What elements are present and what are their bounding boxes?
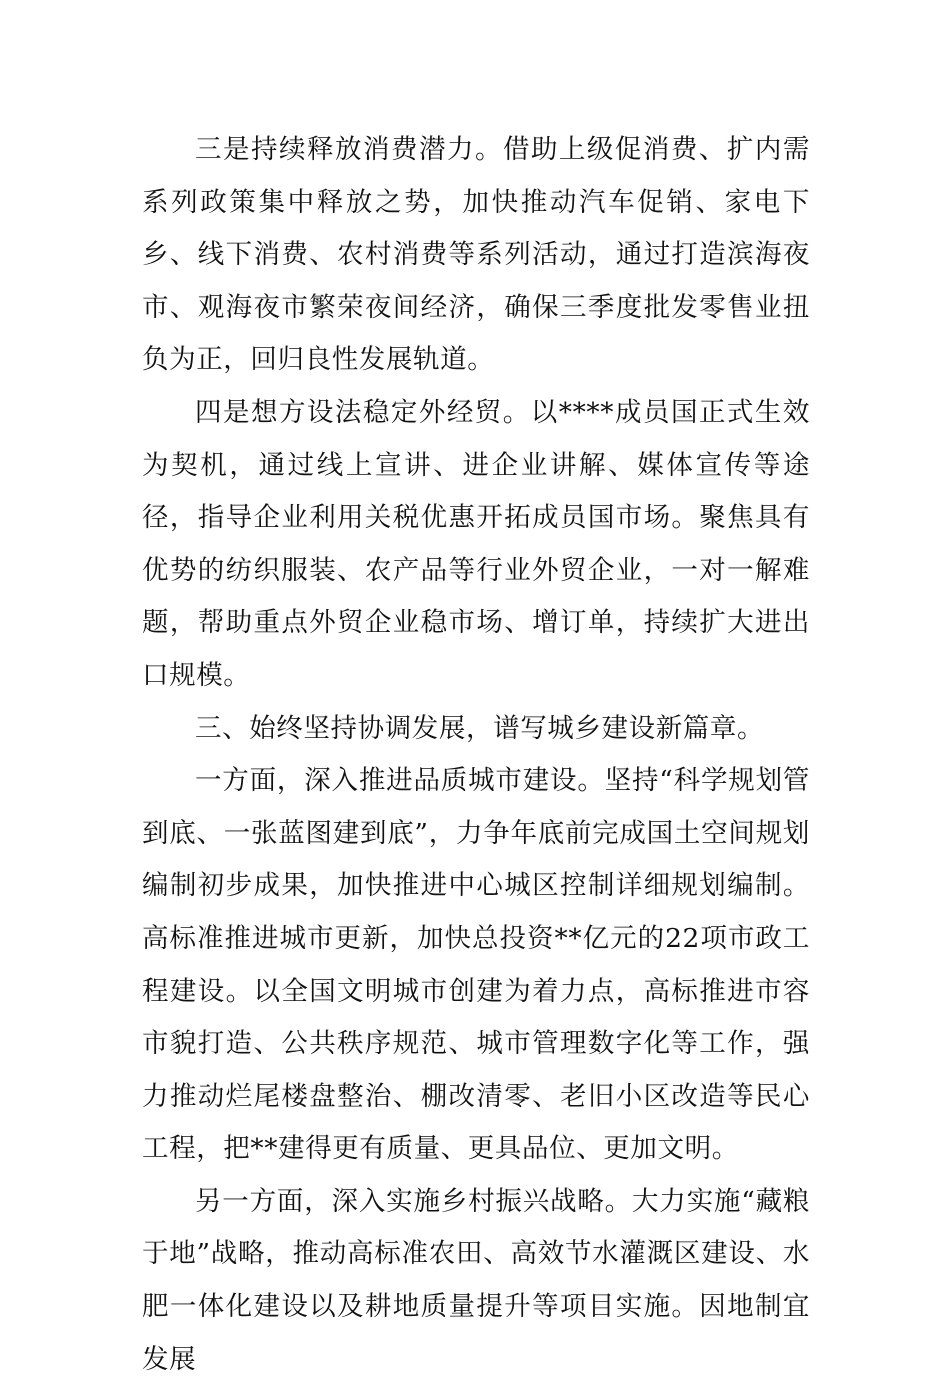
section-heading-coordinated-development: 三、始终坚持协调发展，谱写城乡建设新篇章。 [195, 712, 765, 744]
paragraph-urban-construction: 一方面，深入推进品质城市建设。坚持“科学规划管到底、一张蓝图建到底”，力争年底前完成国土空间规划编制初步成果，加快推进中心城区控制详细规划编制。高标准推进城市更新，加快总投资**亿元的22项市政工程建设。以全国文明城市创建为着力点，高标推进市容市貌打造、公共秩序规范、城市管理数字化等工作，强力推动烂尾楼盘整治、棚改清零、老旧小区改造等民心工程，把**建得更有质量、更具品位、更加文明。 [142, 765, 810, 1165]
document-body [142, 124, 810, 1386]
paragraph-consumption-potential: 三是持续释放消费潜力。借助上级促消费、扩内需系列政策集中释放之势，加快推动汽车促销、家电下乡、线下消费、农村消费等系列活动，通过打造滨海夜市、观海夜市繁荣夜间经济，确保三季度批发零售业扭负为正，回归良性发展轨道。 [142, 134, 810, 376]
paragraph-foreign-trade: 四是想方设法稳定外经贸。以****成员国正式生效为契机，通过线上宣讲、进企业讲解、媒体宣传等途径，指导企业利用关税优惠开拓成员国市场。聚焦具有优势的纺织服装、农产品等行业外贸企业，一对一解难题，帮助重点外贸企业稳市场、增订单，持续扩大进出口规模。 [142, 396, 810, 691]
paragraph-rural-revitalization: 另一方面，深入实施乡村振兴战略。大力实施“藏粮于地”战略，推动高标准农田、高效节水灌溉区建设、水肥一体化建设以及耕地质量提升等项目实施。因地制宜发展 [142, 1185, 810, 1375]
